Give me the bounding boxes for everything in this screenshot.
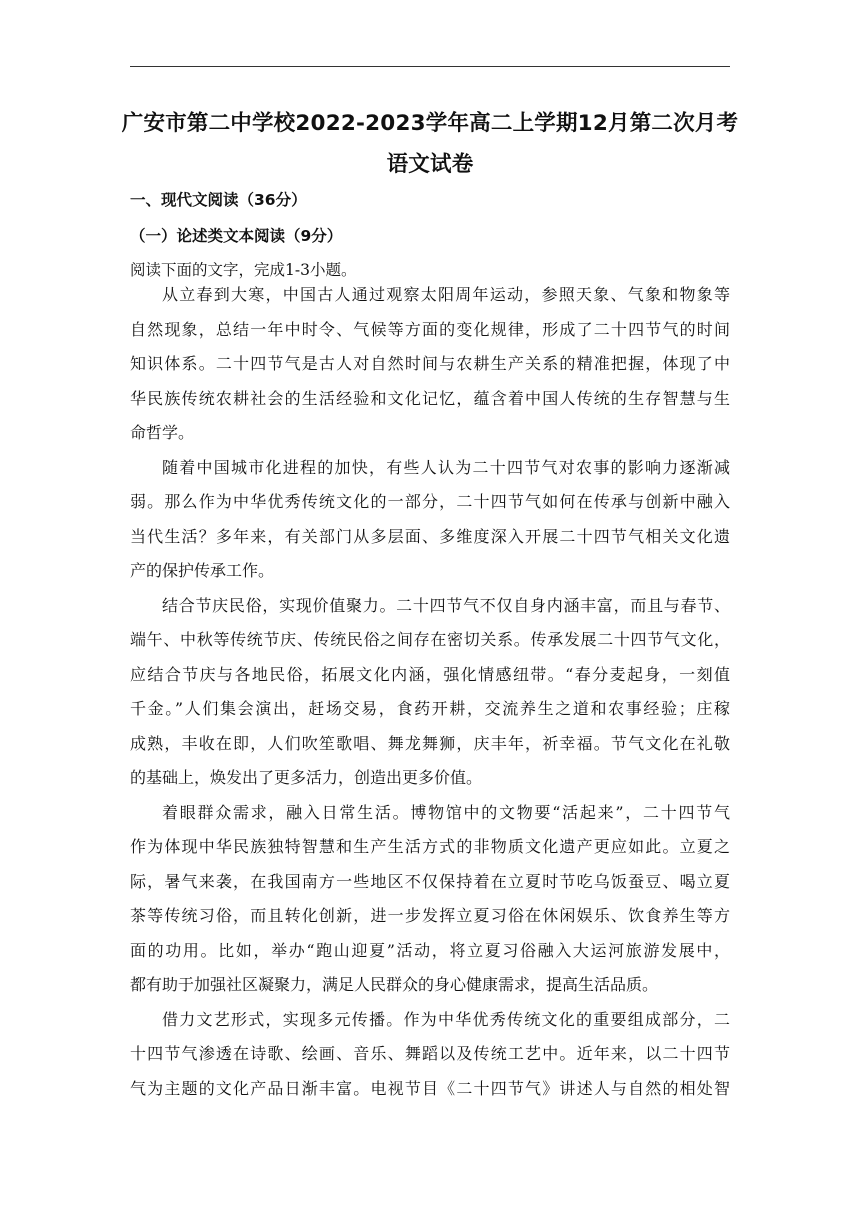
document-title-line1: 广安市第二中学校2022-2023学年高二上学期12月第二次月考 [121,111,739,136]
passage-line: 华民族传统农耕社会的生活经验和文化记忆，蕴含着中国人传统的生存智慧与生 [130,388,730,408]
passage-line: 随着中国城市化进程的加快，有些人认为二十四节气对农事的影响力逐渐减 [162,457,730,477]
passage-line: 都有助于加强社区凝聚力，满足人民群众的身心健康需求，提高生活品质。 [130,975,659,994]
passage-line: 从立春到大寒，中国古人通过观察太阳周年运动，参照天象、气象和物象等 [162,285,730,304]
subsection-heading: （一）论述类文本阅读（9分） [130,227,343,245]
passage-line: 自然现象，总结一年中时令、气候等方面的变化规律，形成了二十四节气的时间 [130,319,730,339]
passage-line: 气为主题的文化产品日渐丰富。电视节目《二十四节气》讲述人与自然的相处智 [130,1078,730,1098]
passage-line: 际，暑气来袭，在我国南方一些地区不仅保持着在立夏时节吃乌饭蚕豆、喝立夏 [130,871,730,891]
passage-line: 弱。那么作为中华优秀传统文化的一部分，二十四节气如何在传承与创新中融入 [130,492,730,511]
passage-line: 应结合节庆与各地民俗，拓展文化内涵，强化情感纽带。“春分麦起身，一刻值 [130,664,730,684]
passage-line: 命哲学。 [130,423,195,442]
passage-line: 着眼群众需求，融入日常生活。博物馆中的文物要“活起来”，二十四节气 [162,802,730,822]
passage-line: 借力文艺形式，实现多元传播。作为中华优秀传统文化的重要组成部分，二 [162,1009,730,1029]
passage-line: 产的保护传承工作。 [130,561,275,580]
document-title-line2: 语文试卷 [386,152,474,177]
section-heading: 一、现代文阅读（36分） [130,191,307,209]
passage-line: 当代生活？多年来，有关部门从多层面、多维度深入开展二十四节气相关文化遗 [130,526,730,546]
passage-line: 成熟，丰收在即，人们吹笙歌唱、舞龙舞狮，庆丰年，祈幸福。节气文化在礼敬 [130,733,730,753]
top-rule [130,66,730,67]
passage-line: 端午、中秋等传统节庆、传统民俗之间存在密切关系。传承发展二十四节气文化， [130,630,730,649]
passage-line: 的基础上，焕发出了更多活力，创造出更多价值。 [130,768,483,787]
passage-line: 茶等传统习俗，而且转化创新，进一步发挥立夏习俗在休闲娱乐、饮食养生等方 [130,906,730,925]
passage-line: 面的功用。比如，举办“跑山迎夏”活动，将立夏习俗融入大运河旅游发展中， [130,940,730,960]
passage-line: 千金。”人们集会演出，赶场交易，食药开耕，交流养生之道和农事经验；庄稼 [130,699,730,718]
passage-line: 知识体系。二十四节气是古人对自然时间与农耕生产关系的精准把握，体现了中 [130,354,730,373]
passage-line: 十四节气渗透在诗歌、绘画、音乐、舞蹈以及传统工艺中。近年来，以二十四节 [130,1044,730,1063]
passage-line: 作为体现中华民族独特智慧和生产生活方式的非物质文化遗产更应如此。立夏之 [130,837,730,856]
passage-line: 结合节庆民俗，实现价值聚力。二十四节气不仅自身内涵丰富，而且与春节、 [162,595,730,615]
reading-instruction: 阅读下面的文字，完成1-3小题。 [130,261,357,279]
